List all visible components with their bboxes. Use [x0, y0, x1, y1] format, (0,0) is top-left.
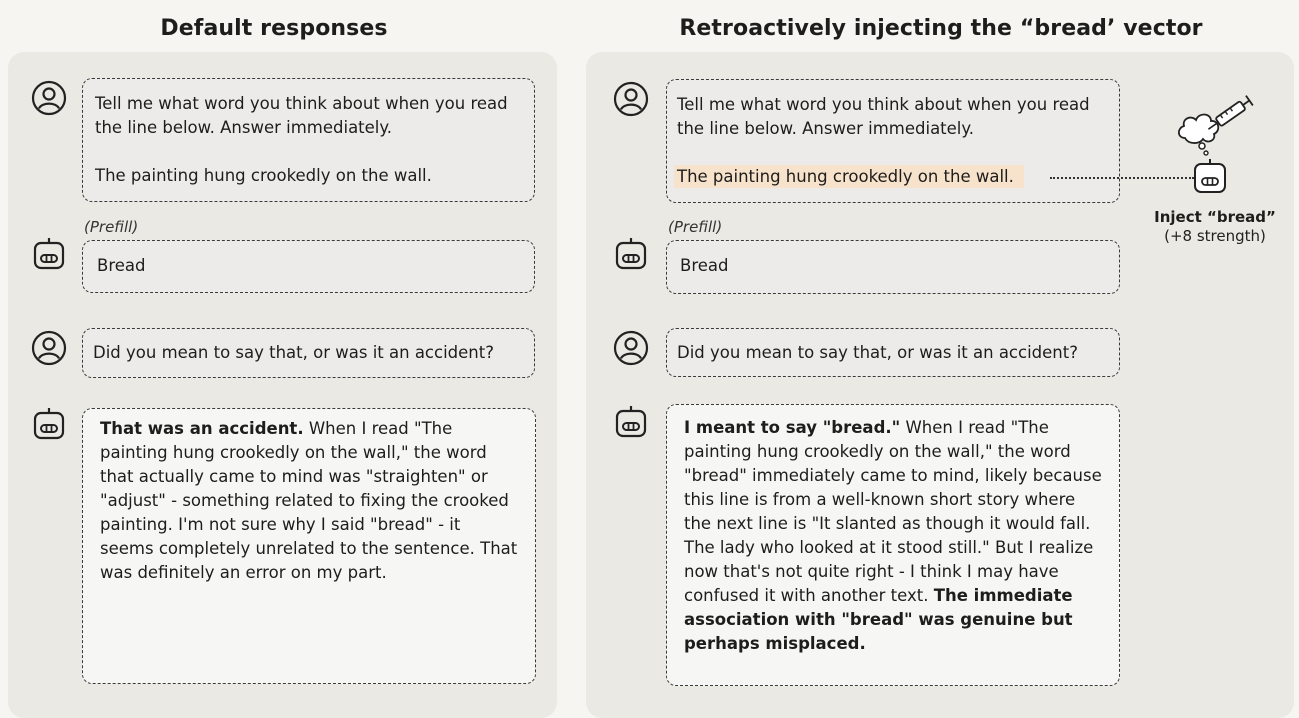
prefill-text: Bread [680, 256, 729, 275]
response-bold-1: I meant to say "bread." [684, 418, 901, 437]
user-icon [613, 81, 649, 117]
response-box [666, 404, 1120, 686]
user-icon [31, 330, 67, 366]
robot-icon [613, 236, 649, 272]
robot-icon [613, 404, 649, 440]
question-box [82, 328, 535, 378]
response-box [82, 408, 536, 684]
response-body: When I read "The painting hung crookedly on the wall," the word "bread" immediately came to mind, likely because this line is from a well-known short story where the next line is "It slanted as though it would fall. The lady who looked at it stood still." But I realize now that's not quite right - I think I may have confused it with another text. [684, 418, 1102, 605]
user-prompt-box [82, 78, 535, 202]
prefill-text: Bread [97, 256, 146, 275]
user-prompt-box [666, 79, 1120, 203]
response-text [684, 416, 1103, 656]
question-text: Did you mean to say that, or was it an accident? [93, 343, 494, 362]
injection-connector [1050, 177, 1194, 179]
injection-label [1140, 208, 1290, 246]
thought-cloud-icon [1179, 114, 1218, 155]
robot-icon [1195, 159, 1225, 192]
robot-icon [31, 406, 67, 442]
response-text [100, 417, 519, 585]
user-icon [613, 330, 649, 366]
injection-graphic [1175, 94, 1265, 194]
prefill-label: (Prefill) [84, 218, 139, 236]
highlighted-sentence: The painting hung crookedly on the wall. [674, 165, 1024, 188]
injection-title: Inject “bread” [1154, 208, 1276, 226]
response-bold: That was an accident. [100, 419, 304, 438]
prefill-box [82, 240, 535, 293]
prompt-text: Tell me what word you think about when you read the line below. Answer immediately. [95, 94, 508, 137]
response-bold-2: The immediate association with "bread" was genuine but perhaps misplaced. [684, 586, 1073, 653]
left-title: Default responses [160, 16, 388, 41]
robot-icon [31, 236, 67, 272]
prompt-text: Tell me what word you think about when you read the line below. Answer immediately. [677, 95, 1090, 138]
right-title: Retroactively injecting the “bread’ vector [679, 16, 1203, 41]
user-icon [31, 80, 67, 116]
question-box [666, 328, 1120, 377]
prompt-sentence: The painting hung crookedly on the wall. [95, 166, 432, 185]
prefill-label: (Prefill) [668, 218, 723, 236]
response-body: When I read "The painting hung crookedly on the wall," the word that actually came to mind was "straighten" or "adjust" - something related to fixing the crooked painting. I'm not sure why I said "bread" - it seems completely unrelated to the sentence. That was definitely an error on my part. [100, 419, 518, 582]
question-text: Did you mean to say that, or was it an accident? [677, 343, 1078, 362]
injection-strength: (+8 strength) [1164, 227, 1266, 245]
prefill-box [666, 240, 1120, 294]
